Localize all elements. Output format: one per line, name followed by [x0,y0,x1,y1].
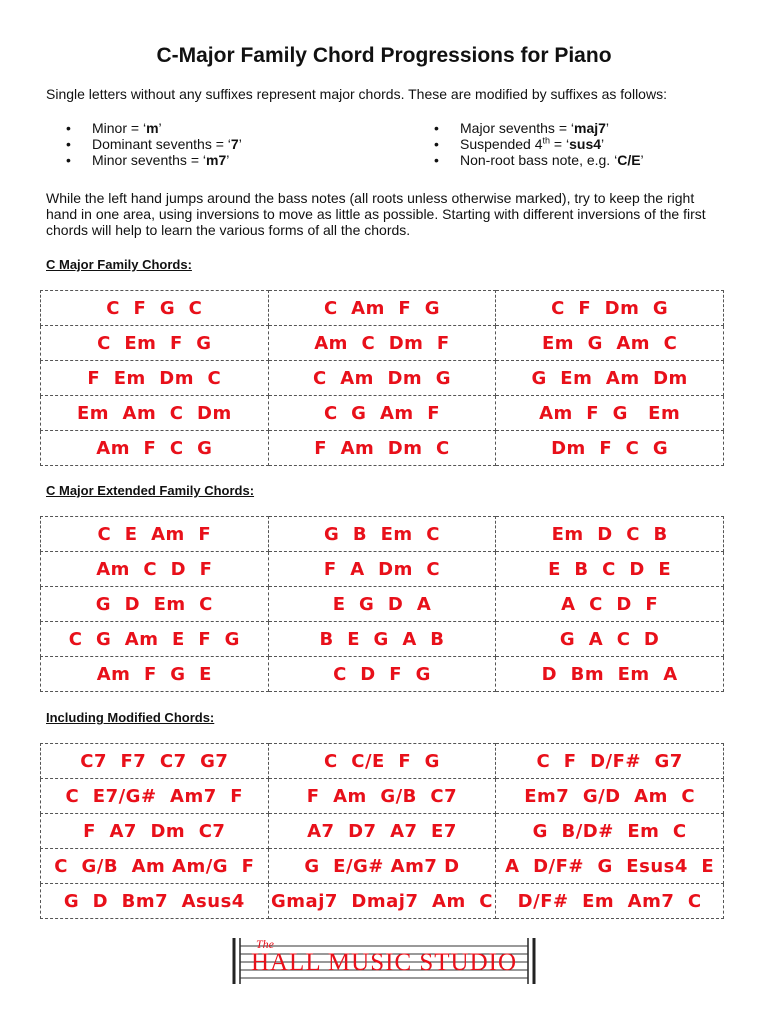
table-row [41,361,724,396]
chord-cell: G D Bm7 Asus4 [41,884,269,919]
modifier-item: • Dominant sevenths = ‘7’ [66,136,242,152]
chord-cell: Am F C G [41,431,269,466]
chord-cell: G A C D [496,622,724,657]
chord-table-extended [40,516,724,692]
modifier-column-right [430,120,760,168]
bullet-icon: • [434,152,439,168]
chord-table-modified [40,743,724,919]
chord-cell: D Bm Em A [496,657,724,692]
chord-cell: C G Am F [268,396,496,431]
chord-cell: C E Am F [41,517,269,552]
table-row [41,517,724,552]
chord-cell: C F G C [41,291,269,326]
chord-cell: Em D C B [496,517,724,552]
table-row [41,622,724,657]
chord-cell: C Em F G [41,326,269,361]
chord-cell: F Am G/B C7 [268,779,496,814]
chord-cell: C Am F G [268,291,496,326]
chord-cell: F A Dm C [268,552,496,587]
modifier-item: • Non-root bass note, e.g. ‘C/E’ [434,152,644,168]
table-row [41,814,724,849]
chord-cell: Am F G Em [496,396,724,431]
chord-cell: Dm F C G [496,431,724,466]
modifier-item: • Suspended 4th = ‘sus4’ [434,135,605,152]
chord-cell: C D F G [268,657,496,692]
chord-cell: Em G Am C [496,326,724,361]
table-row [41,291,724,326]
chord-cell: C7 F7 C7 G7 [41,744,269,779]
chord-cell: F A7 Dm C7 [41,814,269,849]
table-row [41,326,724,361]
table-row [41,884,724,919]
section-title-modified: Including Modified Chords: [46,710,215,725]
bullet-icon: • [66,152,71,168]
instructions-paragraph: While the left hand jumps around the bass notes (all roots unless otherwise marked), try to keep the right hand in one area, using inversions to move as little as possible. Starting with different inversions of the first chords will help to learn the various forms of all the chords. [46,190,706,238]
modifier-column-left [62,120,392,168]
chord-cell: C F Dm G [496,291,724,326]
bullet-icon: • [434,136,439,152]
chord-cell: Em Am C Dm [41,396,269,431]
chord-cell: G B/D# Em C [496,814,724,849]
table-row [41,587,724,622]
chord-cell: D/F# Em Am7 C [496,884,724,919]
chord-cell: G Em Am Dm [496,361,724,396]
chord-table-family [40,290,724,466]
chord-cell: C E7/G# Am7 F [41,779,269,814]
chord-cell: Gmaj7 Dmaj7 Am C [268,884,496,919]
chord-cell: A C D F [496,587,724,622]
chord-cell: C F D/F# G7 [496,744,724,779]
chord-cell: F Am Dm C [268,431,496,466]
page-title: C-Major Family Chord Progressions for Piano [156,44,612,67]
studio-logo [232,934,536,988]
bullet-icon: • [66,136,71,152]
table-row [41,396,724,431]
chord-cell: A7 D7 A7 E7 [268,814,496,849]
chord-cell: Am F G E [41,657,269,692]
logo-main-text: HALL MUSIC STUDIO [250,949,518,976]
modifier-item: • Minor = ‘m’ [66,120,162,136]
table-row [41,849,724,884]
bullet-icon: • [66,120,71,136]
chord-cell: E G D A [268,587,496,622]
chord-cell: G E/G# Am7 D [268,849,496,884]
chord-cell: Am C Dm F [268,326,496,361]
logo-small-text: The [256,937,274,951]
chord-cell: G D Em C [41,587,269,622]
modifier-item: • Minor sevenths = ‘m7’ [66,152,230,168]
chord-cell: B E G A B [268,622,496,657]
section-title-family: C Major Family Chords: [46,257,192,272]
chord-cell: F Em Dm C [41,361,269,396]
music-staff-logo [232,934,536,988]
section-title-extended: C Major Extended Family Chords: [46,483,255,498]
chord-cell: C Am Dm G [268,361,496,396]
bullet-icon: • [434,120,439,136]
chord-cell: Am C D F [41,552,269,587]
chord-cell: Em7 G/D Am C [496,779,724,814]
chord-cell: G B Em C [268,517,496,552]
chord-cell: E B C D E [496,552,724,587]
table-row [41,431,724,466]
table-row [41,744,724,779]
table-row [41,779,724,814]
table-row [41,552,724,587]
chord-cell: C G/B Am Am/G F [41,849,269,884]
modifier-item: • Major sevenths = ‘maj7’ [434,120,610,136]
chord-cell: C C/E F G [268,744,496,779]
table-row [41,657,724,692]
chord-cell: C G Am E F G [41,622,269,657]
intro-text: Single letters without any suffixes represent major chords. These are modified by suffixes as follows: [46,86,667,102]
chord-cell: A D/F# G Esus4 E [496,849,724,884]
